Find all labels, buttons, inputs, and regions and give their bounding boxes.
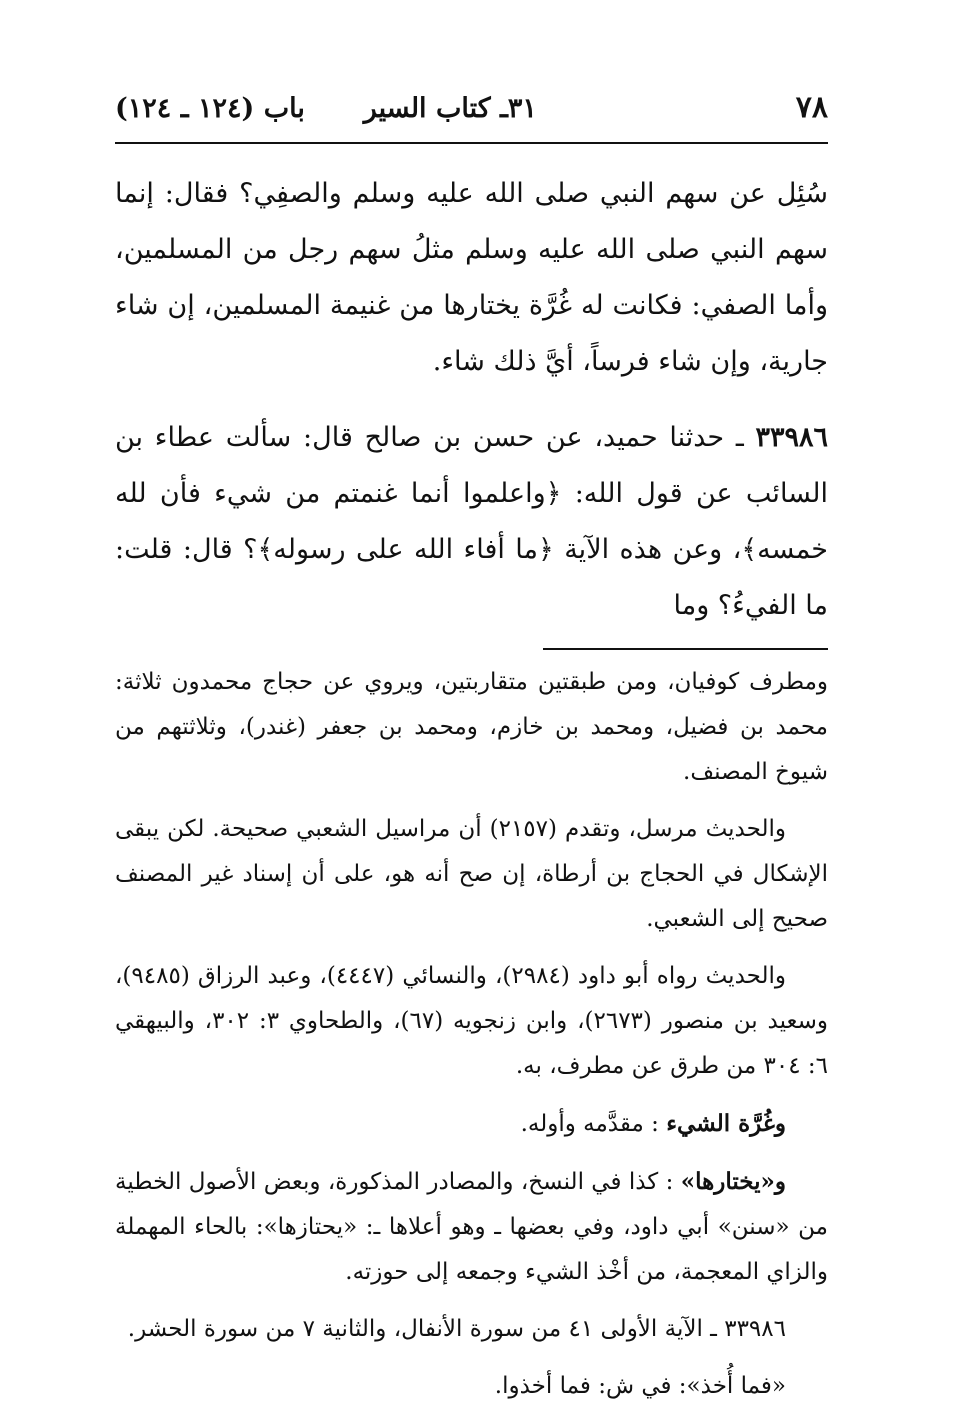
footnote-paragraph: «فما أُخذ»: في ش: فما أخذوا. [494,1373,786,1399]
footnote-paragraph: والحديث مرسل، وتقدم (٢١٥٧) أن مراسيل الشعبي صحيحة. لكن يبقى الإشكال في الحجاج بن أرطاة، إن صح أنه هو، على أن إسناد غير المصنف صحيح إلى الشعبي. [115,816,828,932]
footnote-paragraph: ٣٣٩٨٦ ـ الآية الأولى ٤١ من سورة الأنفال، والثانية ٧ من سورة الحشر. [127,1316,786,1342]
hadith-paragraph [115,410,828,634]
footnote-term: و«يختارها» [680,1168,786,1195]
footnote-text: : مقدَّمه وأوله. [520,1111,659,1137]
main-text [115,166,828,634]
footnote-text: : كذا في النسخ، والمصادر المذكورة، وبعض الأصول الخطية من «سنن» أبي داود، وفي بعضها ـ وهو أعلاها ـ: «يحتازها»: بالحاء المهملة والزاي المعجمة، من أخْذ الشيء وجمعه إلى حوزته. [115,1169,828,1285]
hadith-number: ٣٣٩٨٦ [755,422,828,453]
footnote-paragraph: ومطرف كوفيان، ومن طبقتين متقاربتين، ويروي عن حجاج محمدون ثلاثة: محمد بن فضيل، ومحمد بن خازم، ومحمد بن جعفر (غندر)، وثلاثتهم من شيوخ المصنف. [115,669,828,785]
footnote-paragraph [115,1101,828,1147]
page-number: ٧٨ [795,90,828,125]
footnote-term: وغُرَّة الشيء [666,1110,786,1137]
footnote-paragraph: والحديث رواه أبو داود (٢٩٨٤)، والنسائي (٤٤٤٧)، وعبد الرزاق (٩٤٨٥)، وسعيد بن منصور (٢٦٧٣)، وابن زنجويه (٦٧)، والطحاوي ٣: ٣٠٢، والبيهقي ٦: ٣٠٤ من طرق عن مطرف، به. [115,963,829,1079]
footnotes [115,660,828,1409]
footnote-paragraph [115,1159,828,1295]
section-title: باب (١٢٤ ـ ١٢٤) [115,93,305,124]
page-header [115,90,828,144]
footnote-divider [543,648,828,650]
main-paragraph: سُئِل عن سهم النبي صلى الله عليه وسلم والصفِي؟ فقال: إنما سهم النبي صلى الله عليه وسلم مثلُ سهم رجل من المسلمين، وأما الصفي: فكانت له غُرَّة يختارها من غنيمة المسلمين، إن شاء جارية، وإن شاء فرساً، أيَّ ذلك شاء. [115,178,828,377]
chapter-title: ٣١ـ كتاب السير [363,93,537,124]
document-page [115,90,828,1409]
hadith-text: ـ حدثنا حميد، عن حسن بن صالح قال: سألت عطاء بن السائب عن قول الله: ﴿واعلموا أنما غنمتم من شيء فأن لله خمسه﴾، وعن هذه الآية ﴿ما أفاء الله على رسوله﴾؟ قال: قلت: ما الفيءُ؟ وما [115,422,828,621]
